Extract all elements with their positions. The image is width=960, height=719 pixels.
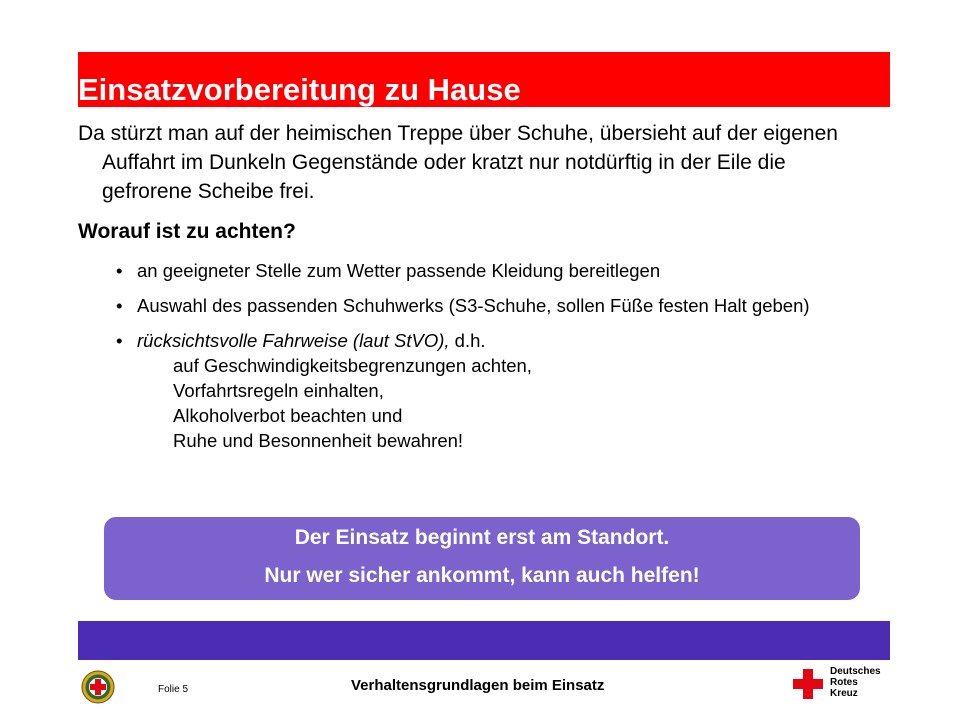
callout-line-2: Nur wer sicher ankommt, kann auch helfen! <box>264 564 700 587</box>
callout-line-1: Der Einsatz beginnt erst am Standort. <box>294 526 670 549</box>
slide-title: Einsatzvorbereitung zu Hause <box>78 72 521 107</box>
bullet-item <box>113 328 873 453</box>
bullet-symbol: • <box>116 330 123 351</box>
sub-line: Vorfahrtsregeln einhalten, <box>173 380 384 401</box>
slide-number: Folie 5 <box>158 684 189 695</box>
bullet-text: Auswahl des passenden Schuhwerks (S3-Schuhe, sollen Füße festen Halt geben) <box>137 295 810 316</box>
sub-line: Alkoholverbot beachten und <box>173 405 403 426</box>
sub-line: Ruhe und Besonnenheit bewahren! <box>173 430 464 451</box>
red-cross-icon <box>793 669 823 699</box>
logo-line: Kreuz <box>830 688 858 699</box>
bergwacht-emblem-icon <box>81 670 115 704</box>
bullet-italic-text: rücksichtsvolle Fahrweise (laut StVO), <box>137 330 450 351</box>
bullet-symbol: • <box>116 295 123 316</box>
callout-box <box>104 517 860 600</box>
logo-line: Rotes <box>830 677 858 688</box>
intro-paragraph: Da stürzt man auf der heimischen Treppe über Schuhe, übersieht auf der eigenen Auffahrt im Dunkeln Gegenstände oder kratzt nur notdürftig in der Eile die gefrorene Scheibe frei. <box>78 122 838 203</box>
bullet-text: an geeigneter Stelle zum Wetter passende Kleidung bereitlegen <box>137 260 661 281</box>
bullet-symbol: • <box>116 260 123 281</box>
bullet-suffix-text: d.h. <box>449 330 486 351</box>
title-bar <box>78 52 890 107</box>
drk-logo-text <box>830 666 881 699</box>
footer-bar <box>78 621 890 660</box>
bullet-item <box>113 293 873 318</box>
footer-title: Verhaltensgrundlagen beim Einsatz <box>351 677 605 694</box>
section-heading: Worauf ist zu achten? <box>78 220 296 243</box>
logo-line: Deutsches <box>830 666 881 677</box>
sub-line: auf Geschwindigkeitsbegrenzungen achten, <box>173 355 532 376</box>
sub-lines <box>137 353 873 453</box>
bullet-list <box>113 258 873 453</box>
bullet-item <box>113 258 873 283</box>
